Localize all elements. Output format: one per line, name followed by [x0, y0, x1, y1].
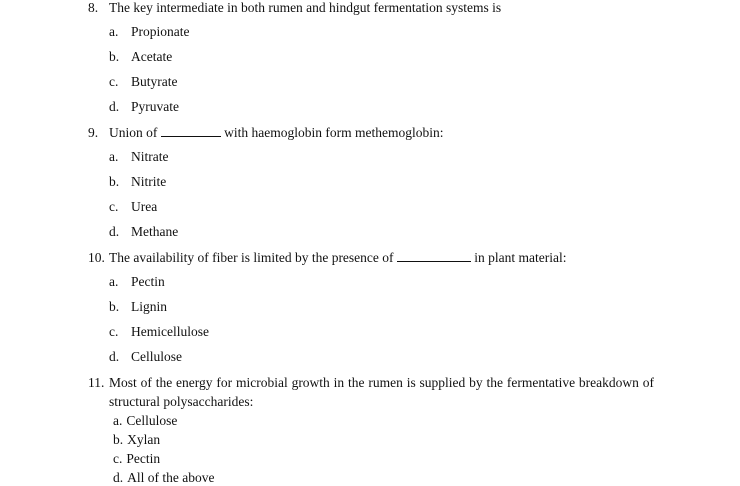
question-11 — [88, 373, 654, 411]
option-letter: c. — [109, 199, 119, 214]
option-11c — [113, 450, 160, 467]
answer-blank — [161, 125, 221, 137]
option-text: Pectin — [126, 451, 161, 466]
option-text: Cellulose — [131, 349, 182, 364]
option-text: Pyruvate — [131, 99, 179, 114]
option-11a — [113, 412, 177, 429]
question-text-before: The availability of fiber is limited by the presence of — [109, 250, 394, 265]
question-text-after: with haemoglobin form methemoglobin: — [224, 125, 444, 140]
option-text: Butyrate — [131, 74, 178, 89]
option-letter: a. — [109, 149, 119, 164]
option-text: Cellulose — [126, 413, 178, 428]
question-text: The key intermediate in both rumen and hindgut fermentation systems is — [109, 0, 502, 15]
option-text: Methane — [131, 224, 179, 239]
question-text-before: Union of — [109, 125, 158, 140]
question-number: 11. — [88, 375, 105, 390]
question-text-after: in plant material: — [474, 250, 567, 265]
question-number: 9. — [88, 125, 99, 140]
option-text: All of the above — [127, 470, 215, 485]
option-text: Xylan — [127, 432, 161, 447]
option-text: Propionate — [131, 24, 190, 39]
option-letter: b. — [109, 49, 120, 64]
question-text — [88, 123, 654, 142]
option-letter: b. — [109, 299, 120, 314]
option-letter: d. — [109, 224, 120, 239]
option-text: Acetate — [131, 49, 173, 64]
option-10b — [109, 298, 167, 315]
option-text: Lignin — [131, 299, 167, 314]
option-8a — [109, 23, 190, 40]
question-9 — [88, 123, 654, 142]
answer-blank — [397, 250, 471, 262]
question-number: 10. — [88, 250, 105, 265]
question-number: 8. — [88, 0, 99, 15]
option-letter: d. — [109, 349, 120, 364]
option-letter: a. — [113, 413, 123, 428]
option-9a — [109, 148, 168, 165]
option-letter: c. — [109, 324, 119, 339]
option-letter: d. — [109, 99, 120, 114]
option-9c — [109, 198, 157, 215]
option-9d — [109, 223, 178, 240]
option-letter: b. — [113, 432, 124, 447]
question-8 — [88, 0, 654, 17]
option-11b — [113, 431, 160, 448]
question-text — [88, 248, 654, 267]
option-11d — [113, 469, 214, 486]
option-9b — [109, 173, 166, 190]
option-8d — [109, 98, 179, 115]
option-8c — [109, 73, 178, 90]
option-letter: a. — [109, 274, 119, 289]
option-letter: c. — [109, 74, 119, 89]
option-text: Pectin — [131, 274, 165, 289]
option-text: Nitrite — [131, 174, 167, 189]
option-10a — [109, 273, 165, 290]
option-letter: b. — [109, 174, 120, 189]
option-text: Nitrate — [131, 149, 169, 164]
question-text: Most of the energy for microbial growth in the rumen is supplied by the fermentative breakdown of structural polysaccharides: — [109, 375, 654, 409]
option-10c — [109, 323, 209, 340]
question-10 — [88, 248, 654, 267]
option-text: Hemicellulose — [131, 324, 209, 339]
option-8b — [109, 48, 172, 65]
option-letter: c. — [113, 451, 123, 466]
option-letter: a. — [109, 24, 119, 39]
option-text: Urea — [131, 199, 158, 214]
option-letter: d. — [113, 470, 124, 485]
option-10d — [109, 348, 182, 365]
